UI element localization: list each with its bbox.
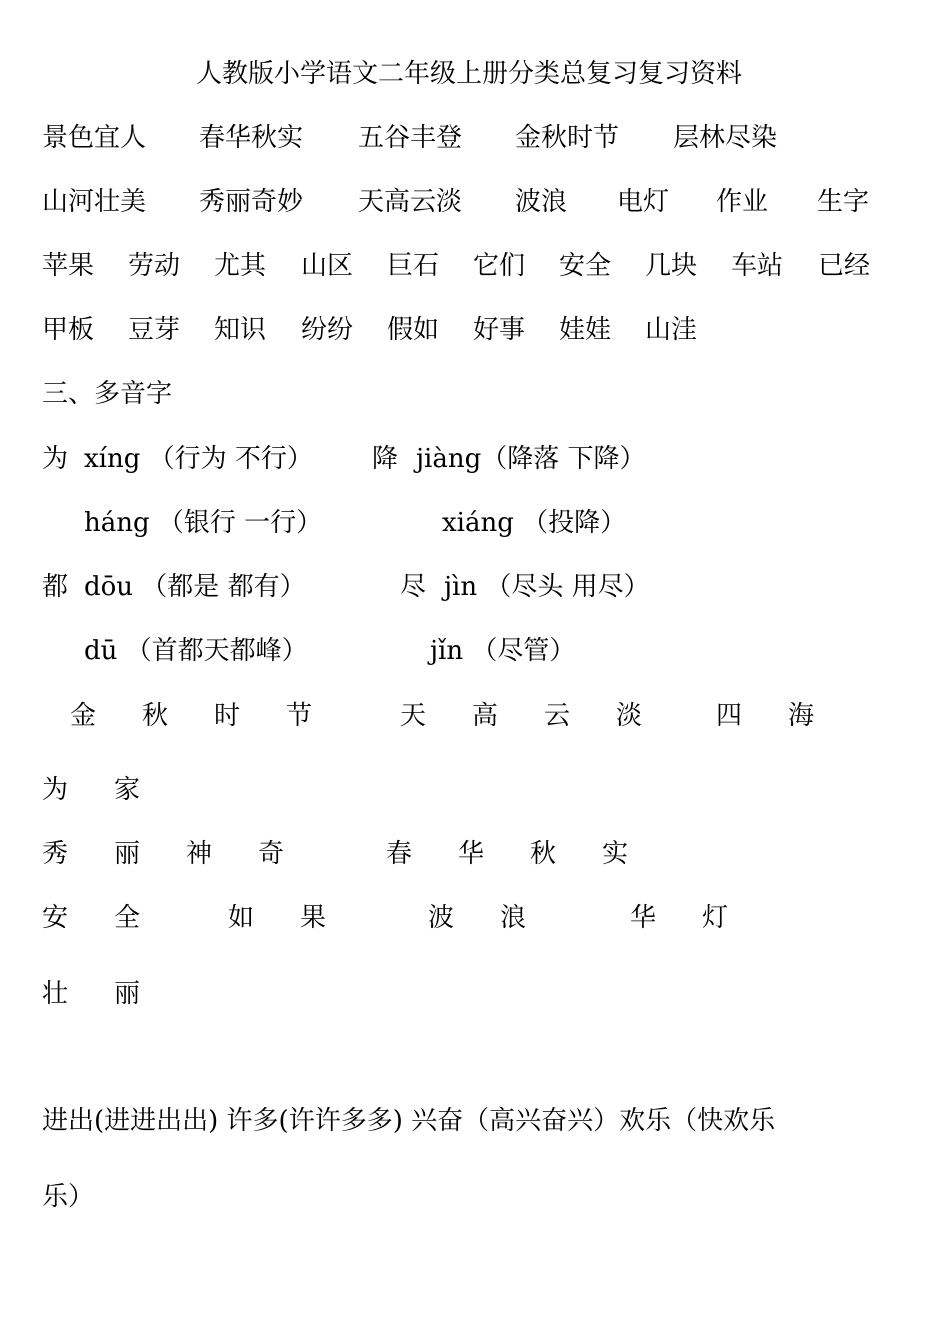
- vocab-word: 五谷丰登: [358, 123, 463, 153]
- vocab-word: 巨石: [387, 251, 440, 281]
- char-cell: 春: [386, 839, 413, 869]
- vocab-word: 纷纷: [301, 315, 354, 345]
- char-cell: 华: [630, 903, 657, 933]
- polyphone-reading: jǐn （尽管）: [430, 636, 576, 666]
- char-cell: 秋: [142, 701, 169, 731]
- vocab-word: 知识: [214, 315, 267, 345]
- char-cell: 金: [70, 701, 97, 731]
- char-cell: 丽: [114, 839, 141, 869]
- vocab-word: 娃娃: [559, 315, 612, 345]
- char-cell: 壮: [42, 979, 69, 1009]
- polyphone-reading: xíng （行为 不行）: [84, 444, 313, 474]
- vocab-word: 劳动: [128, 251, 181, 281]
- vocab-word: 山河壮美: [42, 187, 147, 217]
- vocab-word: 景色宜人: [42, 123, 147, 153]
- char-cell: 节: [286, 701, 313, 731]
- section-heading: 三、多音字: [42, 379, 173, 409]
- vocab-word: 安全: [559, 251, 612, 281]
- polyphone-reading: xiáng （投降）: [442, 508, 627, 538]
- char-cell: 天: [400, 701, 427, 731]
- vocab-word: 好事: [473, 315, 526, 345]
- vocab-word: 几块: [645, 251, 698, 281]
- vocab-word: 波浪: [515, 187, 568, 217]
- reduplication-line-2: 乐）: [42, 1182, 95, 1212]
- vocab-word: 金秋时节: [515, 123, 620, 153]
- vocab-word: 尤其: [214, 251, 267, 281]
- vocab-word: 豆芽: [128, 315, 181, 345]
- polyphone-reading: háng （银行 一行）: [84, 508, 323, 538]
- polyphone-reading: jìn （尽头 用尽）: [444, 572, 650, 602]
- char-cell: 秀: [42, 839, 69, 869]
- vocab-word: 山洼: [645, 315, 698, 345]
- char-cell: 家: [114, 775, 141, 805]
- vocab-word: 苹果: [42, 251, 95, 281]
- char-cell: 四: [716, 701, 743, 731]
- char-cell: 时: [214, 701, 241, 731]
- polyphone-char: 都: [42, 572, 69, 602]
- char-cell: 丽: [114, 979, 141, 1009]
- polyphone-reading: dū （首都天都峰）: [84, 636, 308, 666]
- vocab-word: 已经: [818, 251, 871, 281]
- polyphone-char: 降: [372, 444, 399, 474]
- vocab-word: 假如: [387, 315, 440, 345]
- char-cell: 神: [186, 839, 213, 869]
- char-cell: 华: [458, 839, 485, 869]
- polyphone-reading: dōu （都是 都有）: [84, 572, 306, 602]
- vocab-word: 甲板: [42, 315, 95, 345]
- char-cell: 淡: [616, 701, 643, 731]
- char-cell: 奇: [258, 839, 285, 869]
- char-cell: 果: [300, 903, 327, 933]
- char-cell: 秋: [530, 839, 557, 869]
- vocab-word: 生字: [817, 187, 870, 217]
- vocab-word: 作业: [716, 187, 769, 217]
- vocab-word: 春华秋实: [199, 123, 304, 153]
- vocab-word: 它们: [473, 251, 526, 281]
- char-cell: 实: [602, 839, 629, 869]
- char-cell: 浪: [500, 903, 527, 933]
- char-cell: 为: [42, 775, 69, 805]
- char-cell: 高: [472, 701, 499, 731]
- vocab-word: 山区: [301, 251, 354, 281]
- reduplication-line-1: 进出(进进出出) 许多(许许多多) 兴奋（高兴奋兴）欢乐（快欢乐: [42, 1106, 776, 1136]
- vocab-word: 层林尽染: [673, 123, 778, 153]
- vocab-word: 电灯: [617, 187, 670, 217]
- page-title: 人教版小学语文二年级上册分类总复习复习资料: [196, 59, 743, 89]
- char-cell: 灯: [702, 903, 729, 933]
- polyphone-char: 为: [42, 444, 69, 474]
- char-cell: 如: [228, 903, 255, 933]
- vocab-word: 天高云淡: [358, 187, 463, 217]
- char-cell: 云: [544, 701, 571, 731]
- char-cell: 海: [788, 701, 815, 731]
- vocab-word: 车站: [731, 251, 784, 281]
- char-cell: 波: [428, 903, 455, 933]
- polyphone-char: 尽: [400, 572, 427, 602]
- char-cell: 全: [114, 903, 141, 933]
- vocab-word: 秀丽奇妙: [199, 187, 304, 217]
- polyphone-reading: jiàng（降落 下降）: [416, 444, 646, 474]
- char-cell: 安: [42, 903, 69, 933]
